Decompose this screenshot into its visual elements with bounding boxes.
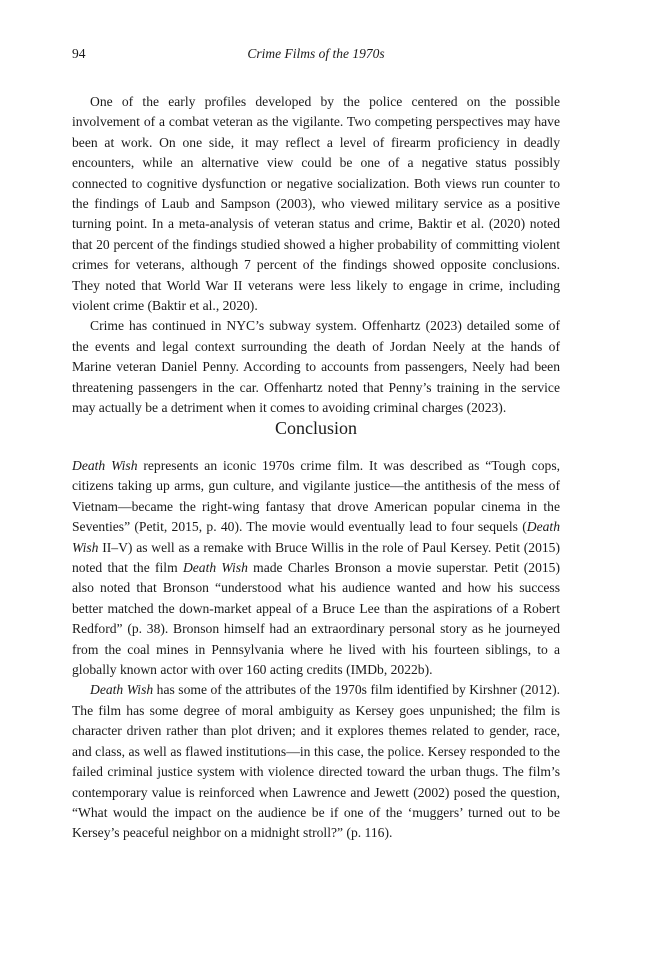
page-number: 94 [72, 46, 86, 61]
text-run: made Charles Bronson a movie superstar. Petit (2015) also noted that Bronson “understood what his audience wanted and how his success better matched the down-market appeal of a Bruce Lee than the aspirations of a Robert Redford” (p. 38). Bronson himself had an extraordinary personal story as he journeyed from the coal mines in Pennsylvania where he lived with his fourteen siblings, to a globally known actor with over 160 acting credits (IMDb, 2022b). [72, 560, 560, 678]
film-title: Death Wish [90, 682, 154, 698]
section-conclusion-body [72, 456, 560, 844]
section-veteran-discussion [72, 92, 560, 419]
paragraph-subway-crime: Crime has continued in NYC’s subway system. Offenhartz (2023) detailed some of the events and legal context surrounding the death of Jordan Neely at the hands of Marine veteran Daniel Penny. According to accounts from passengers, Neely had been threatening passengers in the car. Offenhartz noted that Penny’s training in the service may actually be a detriment when it comes to avoiding criminal charges (2023). [72, 318, 560, 416]
running-title: Crime Films of the 1970s [247, 46, 385, 61]
paragraph-veteran-profile: One of the early profiles developed by the police centered on the possible involvement of a combat veteran as the vigilante. Two competing perspectives may have been at work. On one side, it may reflect a level of firearm proficiency in deadly encounters, while an alternative view could be one of a negative status possibly connected to cognitive dysfunction or negative socialization. Both views run counter to the findings of Laub and Sampson (2003), who viewed military service as a positive turning point. In a meta-analysis of veteran status and crime, Baktir et al. (2020) noted that 20 percent of the findings studied showed a higher probability of committing violent crimes for veterans, although 7 percent of the findings showed opposite conclusions. They noted that World War II veterans were less likely to engage in crime, including violent crime (Baktir et al., 2020). [72, 94, 560, 314]
film-title: Death Wish [72, 519, 560, 555]
text-run: has some of the attributes of the 1970s film identified by Kirshner (2012). The film has some degree of moral ambiguity as Kersey goes unpunished; the film is character driven rather than plot driven; and it explores themes related to gender, race, and class, as well as flawed institutions—in this case, the police. Kersey responded to the failed criminal justice system with violence directed toward the urban thugs. The film’s contemporary value is reinforced when Lawrence and Jewett (2002) posed the question, “What would the impact on the audience be if one of the ‘muggers’ turned out to be Kersey’s peaceful neighbor on a midnight stroll?” (p. 116). [72, 682, 560, 841]
paragraph-conclusion-attributes [72, 680, 560, 843]
film-title: Death Wish [72, 458, 138, 473]
section-heading-conclusion: Conclusion [274, 418, 357, 438]
paragraph-conclusion-iconic [72, 456, 560, 680]
text-run: represents an iconic 1970s crime film. It was described as “Tough cops, citizens taking up arms, gun culture, and vigilante justice—the antithesis of the mess of Vietnam—became the right-wing fantasy that drove American popular cinema in the Seventies” (Petit, 2015, p. 40). The movie would eventually lead to four sequels ( [72, 458, 561, 535]
text-run: II–V) as well as a remake with Bruce Willis in the role of Paul Kersey. Petit (2015) noted that the film [72, 539, 560, 576]
running-head [72, 44, 560, 64]
film-title: Death Wish [182, 560, 248, 576]
